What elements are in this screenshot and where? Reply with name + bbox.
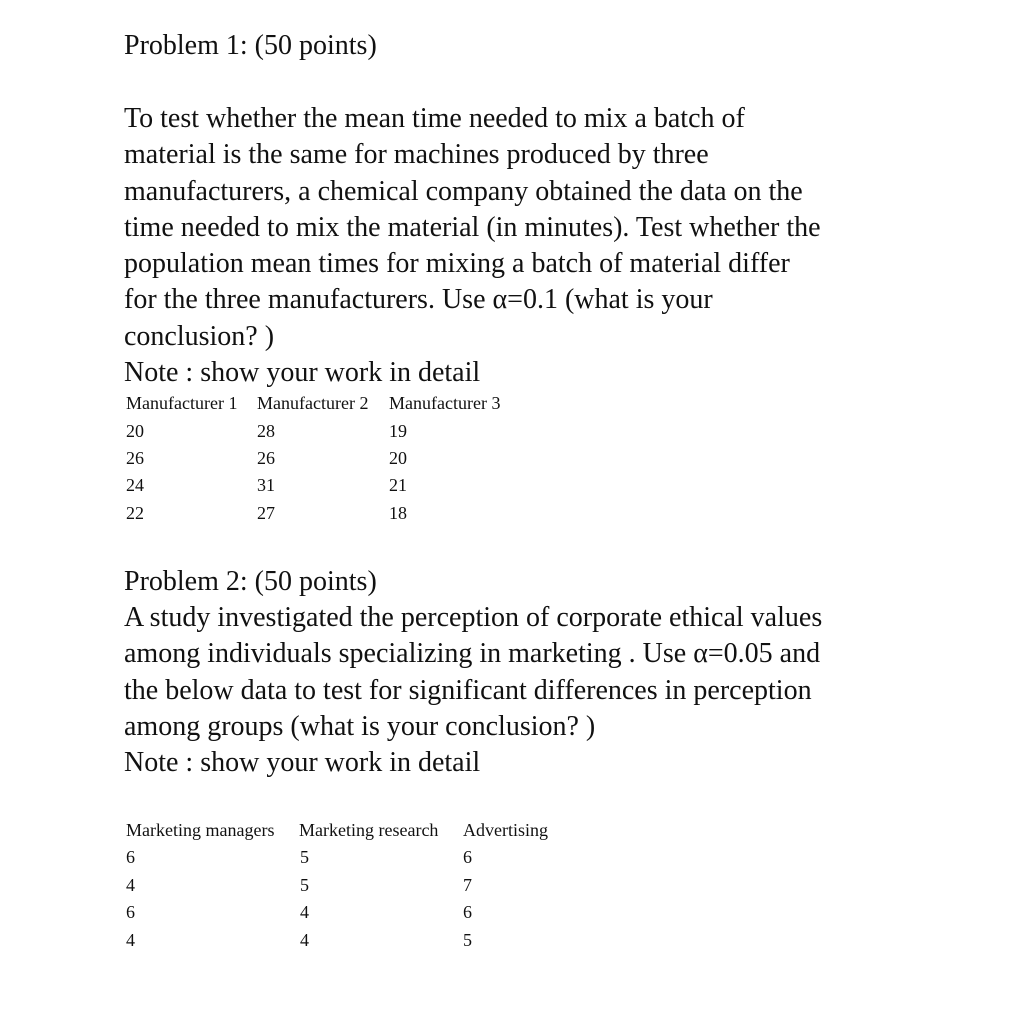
problem2-line: among individuals specializing in marketing . Use α=0.05 and xyxy=(124,638,821,670)
problem1-text xyxy=(124,101,904,391)
problem1-line: for the three manufacturers. Use α=0.1 (what is your xyxy=(124,284,713,316)
table-cell: 4 xyxy=(300,902,309,922)
table-header: Marketing research xyxy=(299,820,439,840)
table-cell: 27 xyxy=(257,503,275,523)
table-cell: 26 xyxy=(126,448,144,468)
table-cell: 24 xyxy=(126,475,144,495)
table-header: Manufacturer 1 xyxy=(126,393,238,413)
problem1-note: Note : show your work in detail xyxy=(124,357,481,389)
table-cell: 6 xyxy=(463,902,472,922)
table-cell: 6 xyxy=(126,902,135,922)
table-cell: 26 xyxy=(257,448,275,468)
problem2-line: A study investigated the perception of corporate ethical values xyxy=(124,602,823,633)
problem1-line: population mean times for mixing a batch of material differ xyxy=(124,248,790,280)
table-header: Marketing managers xyxy=(126,820,275,840)
problem2-line: the below data to test for significant differences in perception xyxy=(124,674,812,706)
problem1-line: manufacturers, a chemical company obtained the data on the xyxy=(124,175,803,207)
problem1-line: To test whether the mean time needed to mix a batch of xyxy=(124,103,745,134)
table-cell: 20 xyxy=(389,448,407,468)
table-cell: 28 xyxy=(257,421,275,441)
table-header: Advertising xyxy=(463,820,548,840)
table-cell: 6 xyxy=(126,847,135,867)
problem2-text xyxy=(124,600,904,781)
table-cell: 20 xyxy=(126,421,144,441)
table-cell: 5 xyxy=(300,847,309,867)
table-header: Manufacturer 2 xyxy=(257,393,369,413)
table-cell: 18 xyxy=(389,503,407,523)
problem1-line: conclusion? ) xyxy=(124,320,275,352)
problem1-line: time needed to mix the material (in minutes). Test whether the xyxy=(124,211,821,243)
problem2-line: among groups (what is your conclusion? ) xyxy=(124,710,596,742)
problem2-note: Note : show your work in detail xyxy=(124,747,481,779)
problem1-line: material is the same for machines produced by three xyxy=(124,139,709,171)
problem2-title: Problem 2: (50 points) xyxy=(124,566,377,597)
table-cell: 5 xyxy=(300,875,309,895)
table-cell: 6 xyxy=(463,847,472,867)
table-cell: 4 xyxy=(126,875,135,895)
problem1-title: Problem 1: (50 points) xyxy=(124,30,377,61)
table-cell: 5 xyxy=(463,930,472,950)
table-cell: 4 xyxy=(126,930,135,950)
table-header: Manufacturer 3 xyxy=(389,393,501,413)
table-cell: 22 xyxy=(126,503,144,523)
table-cell: 19 xyxy=(389,421,407,441)
table-cell: 4 xyxy=(300,930,309,950)
table-cell: 21 xyxy=(389,475,407,495)
table-cell: 7 xyxy=(463,875,472,895)
table-cell: 31 xyxy=(257,475,275,495)
